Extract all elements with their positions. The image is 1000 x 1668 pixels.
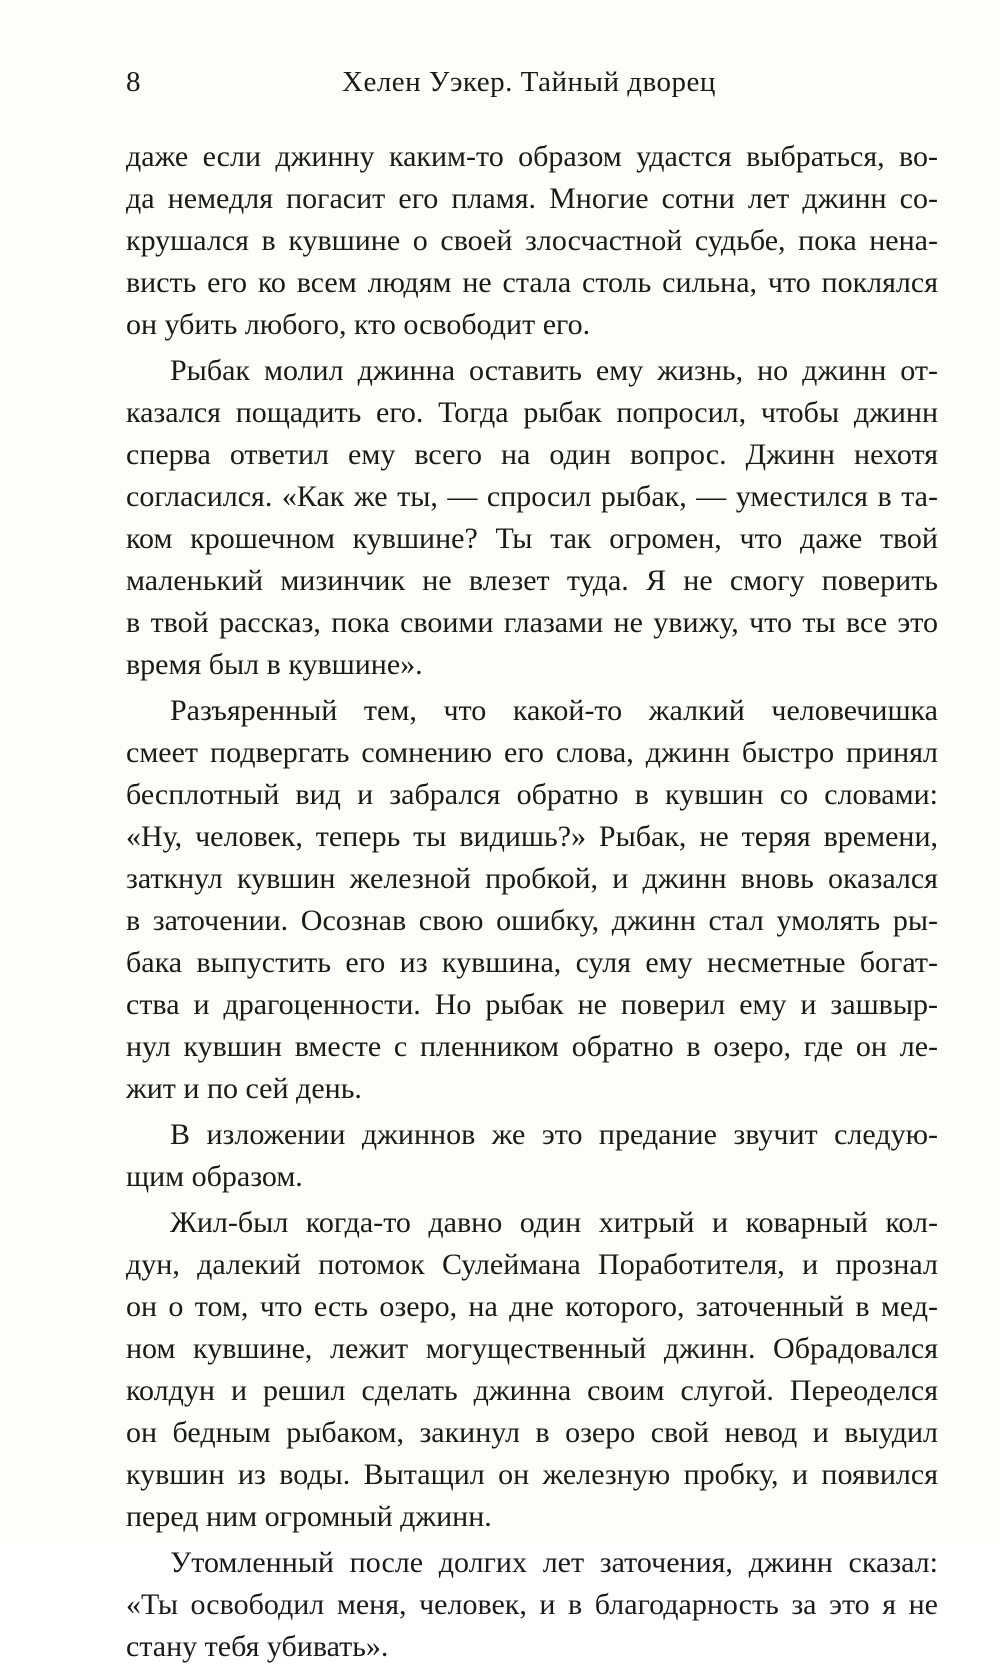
text-line: он бедным рыбаком, закинул в озеро свой невод и выудил: [126, 1416, 938, 1449]
text-line: колдун и решил сделать джинна своим слугой. Переоделся: [126, 1374, 938, 1407]
text-line: ства и драгоценности. Но рыбак не поверил ему и зашвыр-: [126, 988, 938, 1021]
text-line: он убить любого, кто освободит его.: [126, 308, 591, 341]
body-text: [126, 136, 938, 1668]
text-line: перед ним огромный джинн.: [126, 1500, 492, 1533]
text-line: ном кувшине, лежит могущественный джинн. Обрадовался: [126, 1332, 938, 1365]
paragraph: [126, 1114, 938, 1198]
paragraph: [126, 1202, 938, 1538]
text-line: крушался в кувшине о своей злосчастной судьбе, пока нена-: [126, 224, 938, 257]
text-line: бака выпустить его из кувшина, суля ему несметные богат-: [126, 946, 938, 979]
text-line: даже если джинну каким-то образом удастся выбраться, во-: [126, 140, 938, 173]
text-line: в заточении. Осознав свою ошибку, джинн стал умолять ры-: [126, 904, 938, 937]
text-line: Рыбак молил джинна оставить ему жизнь, но джинн от-: [170, 354, 938, 387]
text-line: он о том, что есть озеро, на дне которого, заточенный в мед-: [126, 1290, 938, 1323]
text-line: бесплотный вид и забрался обратно в кувшин со словами:: [126, 778, 938, 811]
text-line: Жил-был когда-то давно один хитрый и коварный кол-: [170, 1206, 938, 1239]
paragraph: [126, 136, 938, 346]
text-line: согласился. «Как же ты, — спросил рыбак, — уместился в та-: [126, 480, 938, 513]
text-line: нул кувшин вместе с пленником обратно в озеро, где он ле-: [126, 1030, 938, 1063]
running-head: [126, 62, 938, 102]
paragraph: [126, 350, 938, 686]
text-line: «Ну, человек, теперь ты видишь?» Рыбак, не теряя времени,: [126, 820, 938, 853]
text-line: «Ты освободил меня, человек, и в благодарность за это я не: [126, 1588, 938, 1621]
page-number: 8: [126, 66, 141, 98]
text-line: смеет подвергать сомнению его слова, джинн быстро принял: [126, 736, 938, 769]
paragraph: [126, 1542, 938, 1668]
text-line: в твой рассказ, пока своими глазами не увижу, что ты все это: [126, 606, 938, 639]
text-line: жит и по сей день.: [126, 1072, 362, 1105]
text-line: Утомленный после долгих лет заточения, джинн сказал:: [170, 1546, 938, 1579]
text-line: да немедля погасит его пламя. Многие сотни лет джинн со-: [126, 182, 938, 215]
text-line: маленький мизинчик не влезет туда. Я не смогу поверить: [126, 564, 938, 597]
text-line: висть его ко всем людям не стала столь сильна, что поклялся: [126, 266, 938, 299]
paragraph: [126, 690, 938, 1110]
text-line: казался пощадить его. Тогда рыбак попросил, чтобы джинн: [126, 396, 938, 429]
text-line: щим образом.: [126, 1160, 303, 1193]
text-line: сперва ответил ему всего на один вопрос. Джинн нехотя: [126, 438, 938, 471]
text-line: кувшин из воды. Вытащил он железную пробку, и появился: [126, 1458, 938, 1491]
running-title: Хелен Уэкер. Тайный дворец: [342, 66, 716, 98]
text-line: В изложении джиннов же это предание звучит следую-: [170, 1118, 938, 1151]
text-line: ком крошечном кувшине? Ты так огромен, что даже твой: [126, 522, 938, 555]
text-line: заткнул кувшин железной пробкой, и джинн вновь оказался: [126, 862, 938, 895]
text-line: Разъяренный тем, что какой-то жалкий человечишка: [170, 694, 938, 727]
text-line: стану тебя убивать».: [126, 1630, 389, 1663]
text-line: время был в кувшине».: [126, 648, 423, 681]
text-line: дун, далекий потомок Сулеймана Поработителя, и прознал: [126, 1248, 938, 1281]
